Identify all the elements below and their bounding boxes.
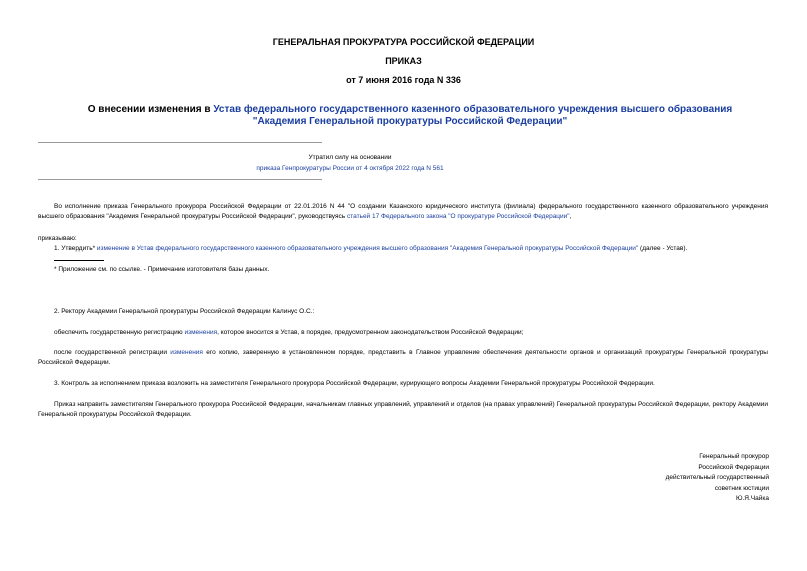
signature-line-4: советник юстиции <box>714 484 769 492</box>
item-2b-text-end: его копию, заверенную в установленном порядке, представить в Главное управление обеспечения деятельности органов и организаций прокуратуры Генеральной прокуратуры Российской Федерации. <box>38 349 768 366</box>
item-1-text: 1. Утвердить* <box>54 245 97 252</box>
intro-text-end: , <box>569 213 572 220</box>
change-link-2[interactable]: изменения <box>170 349 203 356</box>
divider-bottom <box>38 179 322 180</box>
doc-type-heading: ПРИКАЗ <box>385 56 422 66</box>
signature-line-3: действительный государственный <box>665 474 769 481</box>
item-3: 3. Контроль за исполнением приказа возложить на заместителя Генерального прокурора Российской Федерации, курирующего вопросы Академии Генеральной прокуратуры Российской Федерации. <box>54 380 655 387</box>
expired-order-link[interactable]: приказа Генпрокуратуры России от 4 октября 2022 года N 561 <box>256 165 444 172</box>
signature-line-2: Российской Федерации <box>698 463 769 471</box>
order-word: приказываю: <box>38 235 77 242</box>
item-2a-text-end: , которое вносится в Устав, в порядке, предусмотренном законодательством Российской Федерации; <box>217 329 524 336</box>
expired-line: Утратил силу на основании <box>308 154 392 161</box>
item-2b <box>38 348 768 368</box>
agency-heading: ГЕНЕРАЛЬНАЯ ПРОКУРАТУРА РОССИЙСКОЙ ФЕДЕРАЦИИ <box>272 37 535 47</box>
title-prefix: О внесении изменения в <box>87 104 214 115</box>
signature-name: Ю.Я.Чайка <box>735 495 769 502</box>
closing-paragraph: Приказ направить заместителям Генерального прокурора Российской Федерации, начальникам главных управлений, управлений и отделов (на правах управлений) Генеральной прокуратуры Российской Федерации, ректору Академии Генеральной прокуратуры Российской Федерации. <box>38 401 768 418</box>
change-link-1[interactable]: изменения <box>184 329 218 336</box>
signature-line-1: Генеральный прокурор <box>699 453 769 460</box>
charter-link[interactable]: Устав федерального государственного казенного образовательного учреждения высшего образования "Академия Генеральной прокуратуры Российской Федерации" <box>213 104 733 127</box>
charter-change-link[interactable]: изменение в Устав федерального государственного казенного образовательного учреждения высшего образования "Академия Генеральной прокуратуры Российской Федерации" <box>96 245 639 252</box>
expired-notice <box>200 152 500 174</box>
divider-top <box>38 142 322 143</box>
law-article-link[interactable]: статьей 17 Федерального закона "О прокуратуре Российской Федерации" <box>346 213 570 220</box>
item-2b-text: после государственной регистрации <box>54 349 171 356</box>
item-2a-text: обеспечить государственную регистрацию <box>54 329 185 336</box>
intro-text: Во исполнение приказа Генерального прокурора Российской Федерации от 22.01.2016 N 44 "О создании Казанского юридического института (филиала) федерального государственного казенного образовательного учреждения высшего образования "Академия Генеральной прокуратуры Российской Федерации", руководствуясь <box>38 203 768 220</box>
item-1-text-end: (далее - Устав). <box>638 245 688 252</box>
intro-paragraph <box>38 202 768 222</box>
signature-block <box>666 452 769 505</box>
item-2a <box>38 328 768 338</box>
item-2: 2. Ректору Академии Генеральной прокуратуры Российской Федерации Калинус О.С.: <box>54 308 315 315</box>
document-title <box>70 104 750 128</box>
item-1 <box>38 244 768 254</box>
footnote: * Приложение см. по ссылке. - Примечание изготовителя базы данных. <box>54 266 270 273</box>
date-number-heading: от 7 июня 2016 года N 336 <box>346 75 461 85</box>
footnote-rule <box>54 260 104 261</box>
